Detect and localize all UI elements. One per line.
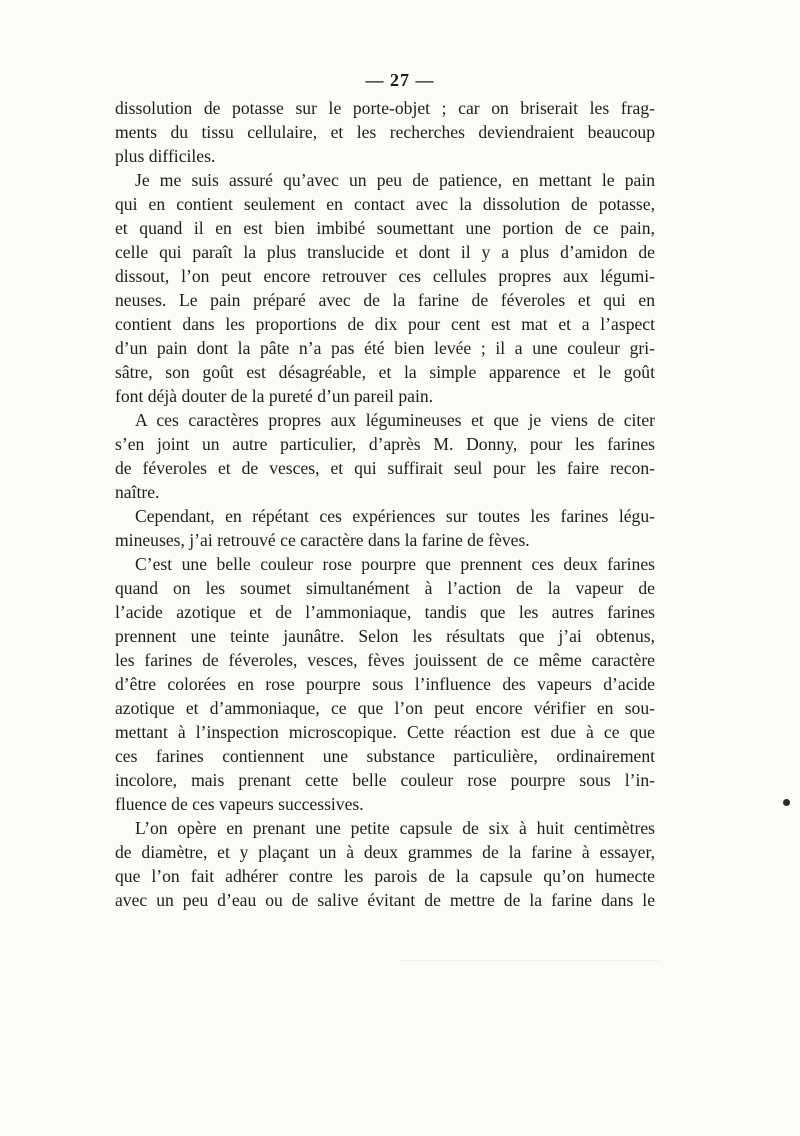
text-line: l’acide azotique et de l’ammoniaque, tandis que les autres farines: [115, 602, 655, 622]
text-line: prennent une teinte jaunâtre. Selon les résultats que j’ai obtenus,: [115, 626, 655, 646]
body-text: [115, 96, 655, 912]
text-line: Cependant, en répétant ces expériences sur toutes les farines légu-: [135, 506, 655, 526]
text-line: contient dans les proportions de dix pour cent est mat et a l’aspect: [115, 314, 655, 334]
text-line: et quand il en est bien imbibé soumettant une portion de ce pain,: [115, 218, 655, 238]
text-line: L’on opère en prenant une petite capsule de six à huit centimètres: [135, 818, 655, 838]
text-line: avec un peu d’eau ou de salive évitant de mettre de la farine dans le: [115, 890, 655, 910]
text-line: C’est une belle couleur rose pourpre que prennent ces deux farines: [135, 554, 655, 574]
text-line: les farines de féveroles, vesces, fèves jouissent de ce même caractère: [115, 650, 655, 670]
text-line: de féveroles et de vesces, et qui suffirait seul pour les faire recon-: [115, 458, 655, 478]
paragraph-1: [115, 96, 655, 168]
text-line: que l’on fait adhérer contre les parois de la capsule qu’on humecte: [115, 866, 655, 886]
bleed-through-mark: [400, 960, 660, 967]
text-line: neuses. Le pain préparé avec de la farine de féveroles et qui en: [115, 290, 655, 310]
paragraph-4: [115, 504, 655, 552]
text-line: sâtre, son goût est désagréable, et la simple apparence et le goût: [115, 362, 655, 382]
text-line: incolore, mais prenant cette belle couleur rose pourpre sous l’in-: [115, 770, 655, 790]
text-line: naître.: [115, 482, 160, 502]
paragraph-3: [115, 408, 655, 504]
text-line: celle qui paraît la plus translucide et dont il y a plus d’amidon de: [115, 242, 655, 262]
text-line: qui en contient seulement en contact avec la dissolution de potasse,: [115, 194, 655, 214]
paragraph-5: [115, 552, 655, 816]
text-line: d’un pain dont la pâte n’a pas été bien levée ; il a une couleur gri-: [115, 338, 655, 358]
text-line: azotique et d’ammoniaque, ce que l’on peut encore vérifier en sou-: [115, 698, 655, 718]
text-line: fluence de ces vapeurs successives.: [115, 794, 364, 814]
text-line: s’en joint un autre particulier, d’après M. Donny, pour les farines: [115, 434, 655, 454]
text-line: mineuses, j’ai retrouvé ce caractère dans la farine de fèves.: [115, 530, 530, 550]
text-line: dissout, l’on peut encore retrouver ces cellules propres aux légumi-: [115, 266, 655, 286]
text-line: d’être colorées en rose pourpre sous l’influence des vapeurs d’acide: [115, 674, 655, 694]
text-line: ces farines contiennent une substance particulière, ordinairement: [115, 746, 655, 766]
paragraph-6: [115, 816, 655, 912]
text-line: A ces caractères propres aux légumineuses et que je viens de citer: [135, 410, 655, 430]
paragraph-2: [115, 168, 655, 408]
text-line: ments du tissu cellulaire, et les recherches deviendraient beaucoup: [115, 122, 655, 142]
ink-spot: [783, 799, 790, 806]
text-line: Je me suis assuré qu’avec un peu de patience, en mettant le pain: [135, 170, 655, 190]
text-line: dissolution de potasse sur le porte-objet ; car on briserait les frag-: [115, 98, 655, 118]
page-number: — 27 —: [365, 70, 435, 90]
text-line: de diamètre, et y plaçant un à deux grammes de la farine à essayer,: [115, 842, 655, 862]
text-line: plus difficiles.: [115, 146, 216, 166]
text-line: mettant à l’inspection microscopique. Cette réaction est due à ce que: [115, 722, 655, 742]
text-line: font déjà douter de la pureté d’un pareil pain.: [115, 386, 434, 406]
text-line: quand on les soumet simultanément à l’action de la vapeur de: [115, 578, 655, 598]
